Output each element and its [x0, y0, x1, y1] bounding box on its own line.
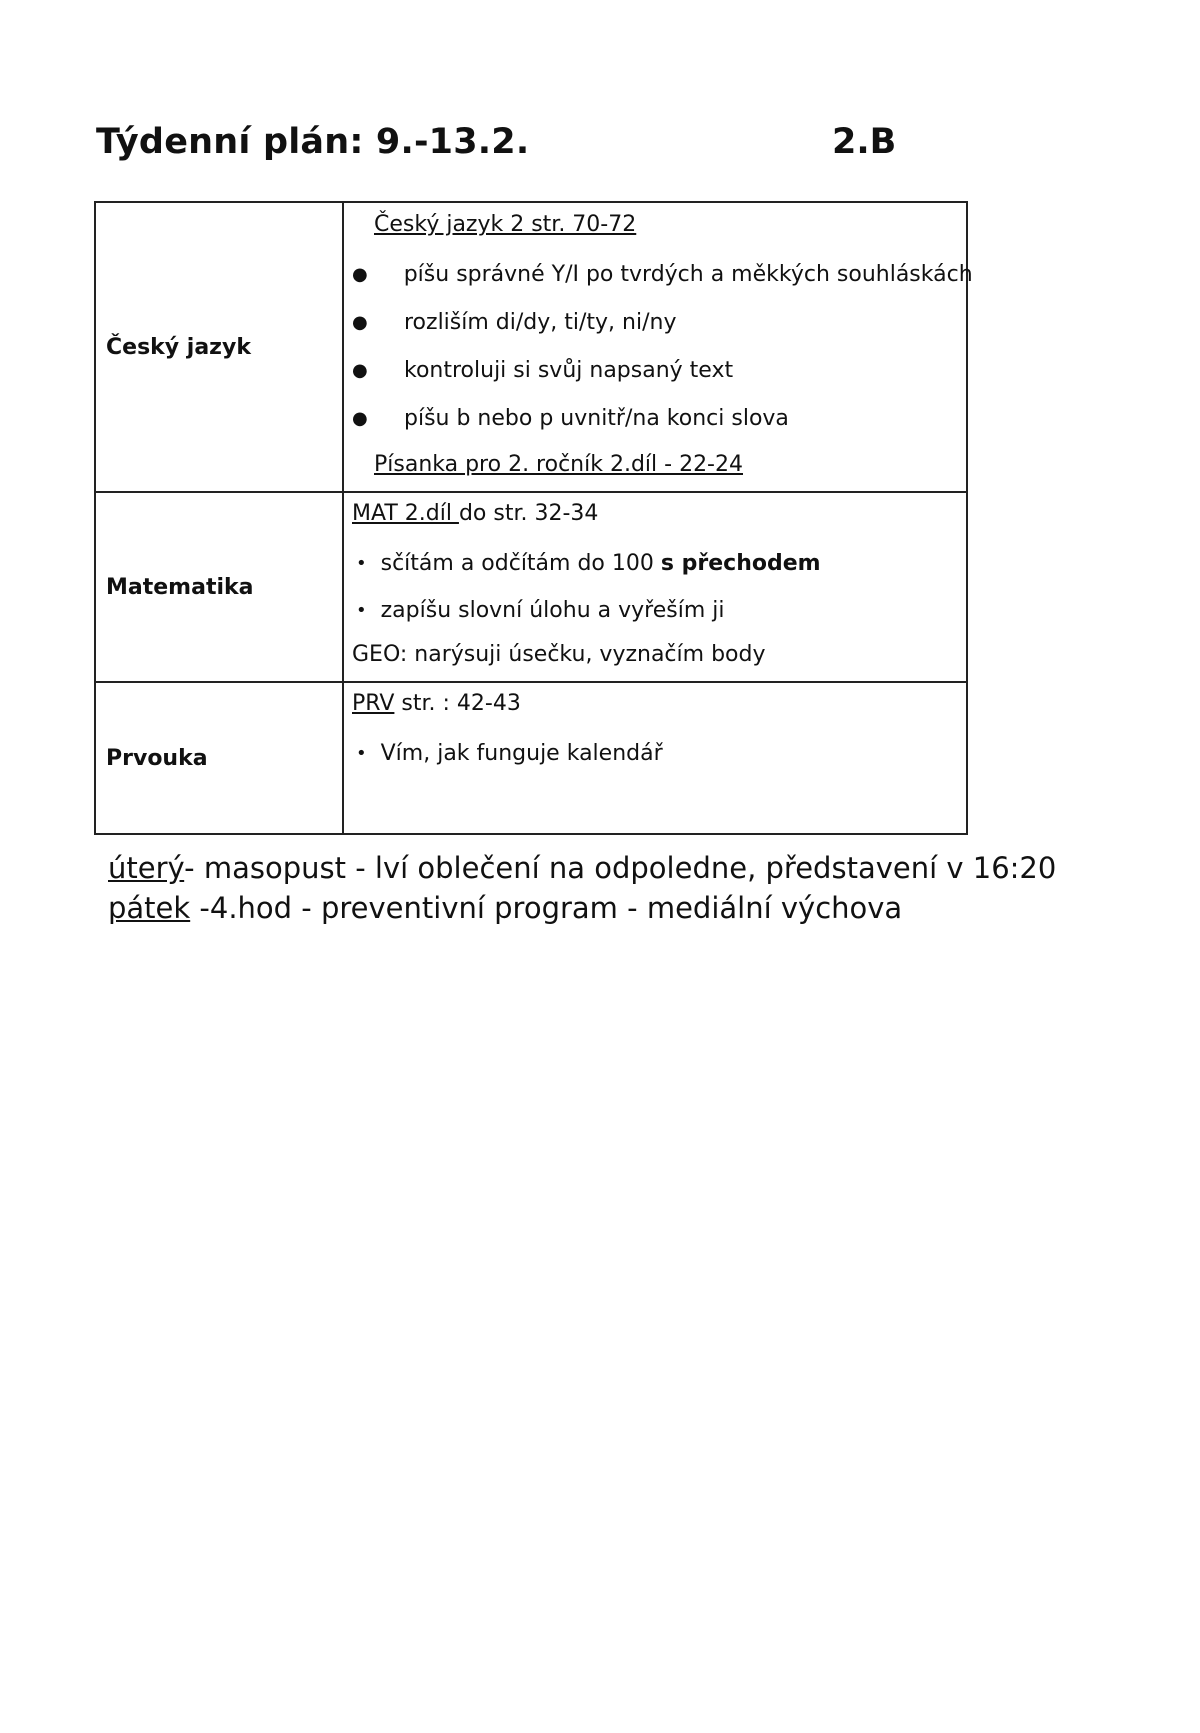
- note-line-1: [108, 848, 1056, 888]
- note-text-friday: -4.hod - preventivní program - mediální výchova: [190, 891, 903, 925]
- prv-bullet-1: Vím, jak funguje kalendář: [380, 740, 663, 766]
- bullet-icon: ●: [352, 264, 368, 285]
- mat-bullet-2: zapíšu slovní úlohu a vyřeším ji: [380, 597, 725, 623]
- list-item: [344, 299, 966, 347]
- mat-heading-underlined: MAT 2.díl: [352, 501, 459, 526]
- bullet-icon: •: [356, 742, 367, 764]
- content-cell-cesky-jazyk: [343, 202, 973, 492]
- bullet-icon: •: [356, 552, 367, 574]
- bullet-icon: ●: [352, 360, 368, 381]
- list-item: [344, 251, 973, 299]
- note-line-2: [108, 888, 1056, 928]
- table-row-prvouka: [95, 682, 967, 834]
- cesky-bullet-3: kontroluji si svůj napsaný text: [404, 358, 734, 383]
- bullet-icon: •: [356, 599, 367, 621]
- table-row-matematika: [95, 492, 967, 682]
- cesky-heading: Český jazyk 2 str. 70-72: [374, 212, 637, 237]
- cesky-footer: Písanka pro 2. ročník 2.díl - 22-24: [374, 452, 743, 477]
- mat-geo: GEO: narýsuji úsečku, vyznačím body: [352, 642, 766, 667]
- list-item: [344, 730, 966, 777]
- prv-heading-rest: str. : 42-43: [394, 691, 521, 716]
- table-row-cesky-jazyk: [95, 202, 967, 492]
- cesky-bullet-1: píšu správné Y/I po tvrdých a měkkých souhláskách: [403, 262, 973, 287]
- cesky-bullet-2: rozliším di/dy, ti/ty, ni/ny: [404, 310, 677, 335]
- note-day-friday: pátek: [108, 891, 191, 925]
- content-cell-matematika: [343, 492, 967, 682]
- cesky-bullet-4: píšu b nebo p uvnitř/na konci slova: [404, 406, 789, 431]
- bullet-icon: ●: [352, 408, 368, 429]
- subject-matematika: Matematika: [95, 492, 343, 682]
- note-day-tuesday: úterý: [108, 851, 185, 885]
- list-item: [344, 395, 966, 443]
- weekly-plan-table: [94, 201, 973, 835]
- class-label: 2.B: [832, 122, 897, 162]
- list-item: [344, 587, 966, 634]
- notes-section: [108, 848, 1056, 928]
- subject-cesky-jazyk: Český jazyk: [95, 202, 343, 492]
- mat-bullet-1: sčítám a odčítám do 100 s přechodem: [380, 550, 821, 576]
- bullet-icon: ●: [352, 312, 368, 333]
- mat-heading-rest: do str. 32-34: [458, 501, 599, 526]
- note-text-tuesday: - masopust - lví oblečení na odpoledne, představení v 16:20: [184, 851, 1057, 885]
- list-item: [344, 347, 966, 395]
- subject-prvouka: Prvouka: [95, 682, 343, 834]
- list-item: [344, 540, 966, 587]
- content-cell-prvouka: [343, 682, 967, 834]
- prv-heading-underlined: PRV: [352, 691, 395, 716]
- page-title: Týdenní plán: 9.-13.2.: [96, 122, 530, 162]
